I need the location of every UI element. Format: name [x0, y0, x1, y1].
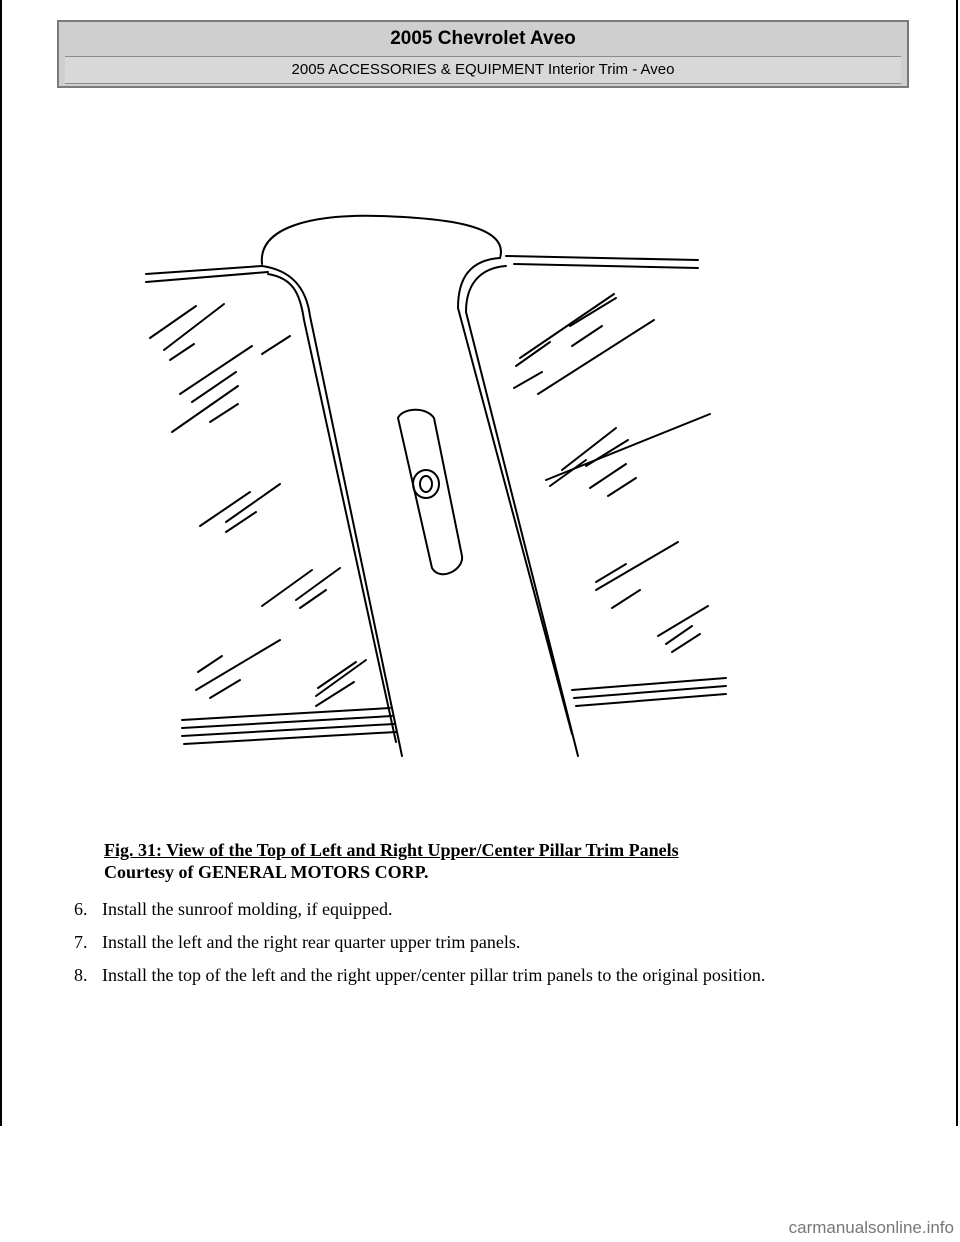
- list-item: [74, 899, 765, 920]
- figure-caption-title: Fig. 31: View of the Top of Left and Right Upper/Center Pillar Trim Panels: [104, 840, 679, 860]
- list-item: [74, 932, 765, 953]
- step-number: 8.: [74, 965, 88, 985]
- pillar-trim-illustration: [140, 196, 740, 766]
- document-header: [57, 20, 909, 88]
- step-text: Install the sunroof molding, if equipped.: [102, 899, 393, 919]
- step-text: Install the left and the right rear quarter upper trim panels.: [102, 932, 521, 952]
- step-text: Install the top of the left and the right upper/center pillar trim panels to the original position.: [102, 965, 766, 985]
- section-subtitle: 2005 ACCESSORIES & EQUIPMENT Interior Trim - Aveo: [65, 56, 901, 84]
- watermark: carmanualsonline.info: [788, 1218, 954, 1237]
- list-item: [74, 965, 765, 986]
- figure-caption-credit: Courtesy of GENERAL MOTORS CORP.: [104, 862, 429, 882]
- step-number: 7.: [74, 932, 88, 952]
- instruction-steps: [74, 899, 765, 998]
- document-title: 2005 Chevrolet Aveo: [390, 28, 576, 49]
- step-number: 6.: [74, 899, 88, 919]
- figure-caption: [104, 839, 679, 883]
